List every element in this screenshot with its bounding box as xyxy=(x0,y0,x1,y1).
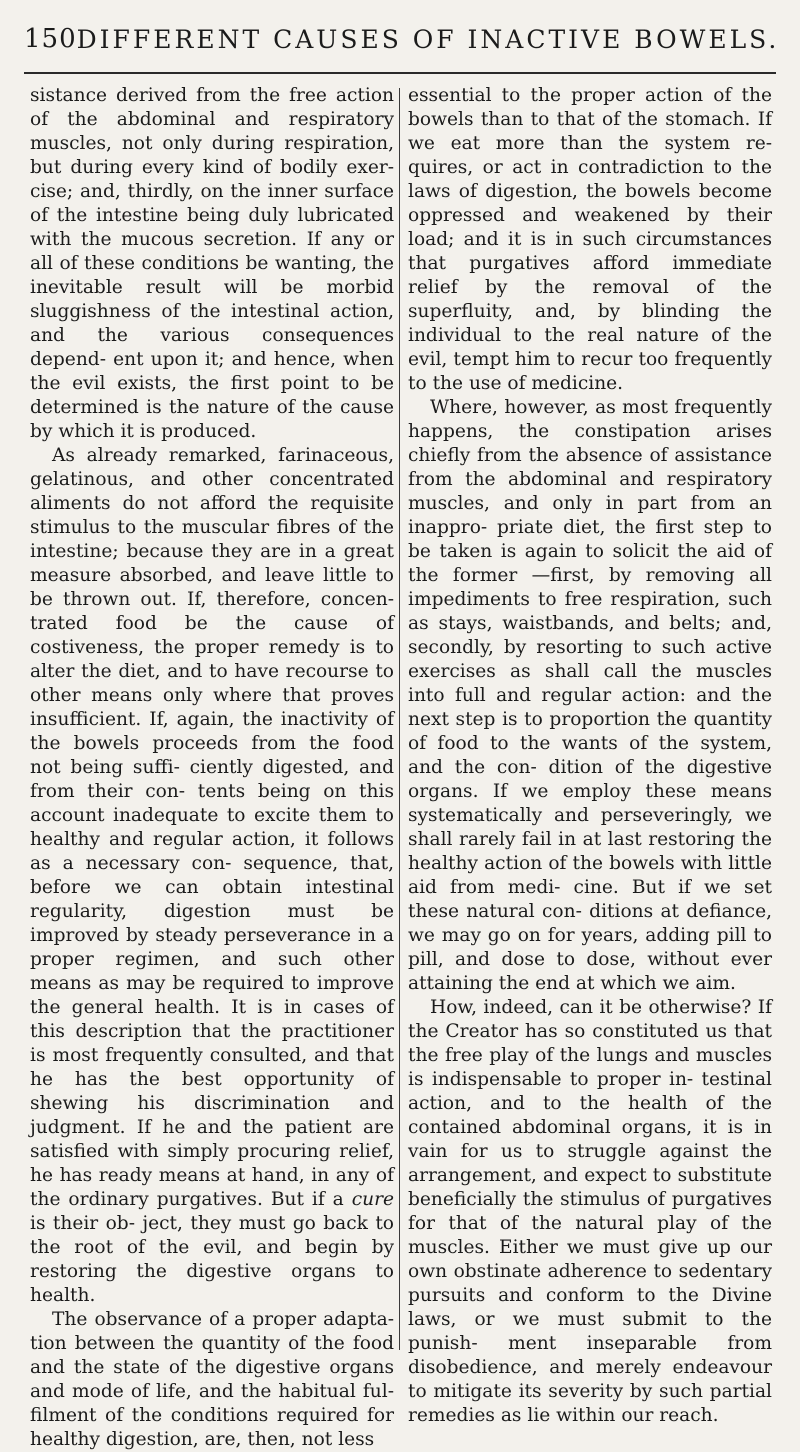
right-paragraph-3: How, indeed, can it be otherwise? If the Creator has so constituted us that the free play of the lungs and muscles is indispensable to proper in- testinal action, and to the health of the contained abdominal organs, it is in vain for us to struggle against the arrangement, and expect to substitute beneficially the stimulus of purgatives for that of the natural play of the muscles. Either we must give up our own obstinate adherence to sedentary pursuits and conform to the Divine laws, or we must submit to the punish- ment inseparable from disobedience, and merely endeavour to mitigate its severity by such partial remedies as lie within our reach. xyxy=(408,997,772,1426)
emphasis-cure: cure xyxy=(351,1189,394,1210)
column-divider xyxy=(399,88,400,1350)
right-column xyxy=(408,84,772,1428)
left-paragraph-3: The observance of a proper adapta- tion between the quantity of the food and the state of the digestive organs and mode of life, and the habitual ful- filment of the conditions required for healthy digestion, are, then, not less xyxy=(30,1309,394,1450)
header-rule xyxy=(24,72,776,74)
right-paragraph-1: essential to the proper action of the bowels than to that of the stomach. If we eat more than the system re- quires, or act in contradiction to the laws of digestion, the bowels become oppressed and weakened by their load; and it is in such circumstances that purgatives afford immediate relief by the removal of the superfluity, and, by blinding the individual to the real nature of the evil, tempt him to recur too frequently to the use of medicine. xyxy=(408,85,772,394)
running-head: DIFFERENT CAUSES OF INACTIVE BOWELS. xyxy=(76,24,780,54)
left-paragraph-1: sistance derived from the free action of the abdominal and respiratory muscles, not only during respiration, but during every kind of bodily exer- cise; and, thirdly, on the inner surface of the intestine being duly lubricated with the mucous secretion. If any or all of these conditions be wanting, the inevitable result will be morbid sluggishness of the intestinal action, and the various consequences depend- ent upon it; and hence, when the evil exists, the first point to be determined is the nature of the cause by which it is produced. xyxy=(30,85,394,442)
left-paragraph-2-text: As already remarked, farinaceous, gelatinous, and other concentrated aliments do not afford the requisite stimulus to the muscular fibres of the intestine; because they are in a great measure absorbed, and leave little to be thrown out. If, therefore, concen- trated food be the cause of costiveness, the proper remedy is to alter the diet, and to have recourse to other means only where that proves insufficient. If, again, the inactivity of the bowels proceeds from the food not being suffi- ciently digested, and from their con- tents being on this account inadequate to excite them to healthy and regular action, it follows as a necessary con- sequence, that, before we can obtain intestinal regularity, digestion must be improved by steady perseverance in a proper regimen, and such other means as may be required to improve the general health. It is in cases of this description that the practitioner is most frequently consulted, and that he has the best opportunity of shewing his discrimination and judgment. If he and the patient are satisfied with simply procuring relief, he has ready means at hand, in any of the ordinary purgatives. But if a xyxy=(30,445,394,1210)
left-paragraph-2 xyxy=(30,444,394,1308)
left-column xyxy=(30,84,394,1452)
right-paragraph-2: Where, however, as most frequently happens, the constipation arises chiefly from the absence of assistance from the abdominal and respiratory muscles, and only in part from an inappro- priate diet, the first step to be taken is again to solicit the aid of the former —first, by removing all impediments to free respiration, such as stays, waistbands, and belts; and, secondly, by resorting to such active exercises as shall call the muscles into full and regular action: and the next step is to proportion the quantity of food to the wants of the system, and the con- dition of the digestive organs. If we employ these means systematically and perseveringly, we shall rarely fail in at last restoring the healthy action of the bowels with little aid from medi- cine. But if we set these natural con- ditions at defiance, we may go on for years, adding pill to pill, and dose to dose, without ever attaining the end at which we aim. xyxy=(408,397,772,994)
page-header xyxy=(24,16,780,62)
left-paragraph-2-tail: is their ob- ject, they must go back to the root of the evil, and begin by restoring the digestive organs to health. xyxy=(30,1213,394,1306)
page-number: 150 xyxy=(24,24,77,54)
